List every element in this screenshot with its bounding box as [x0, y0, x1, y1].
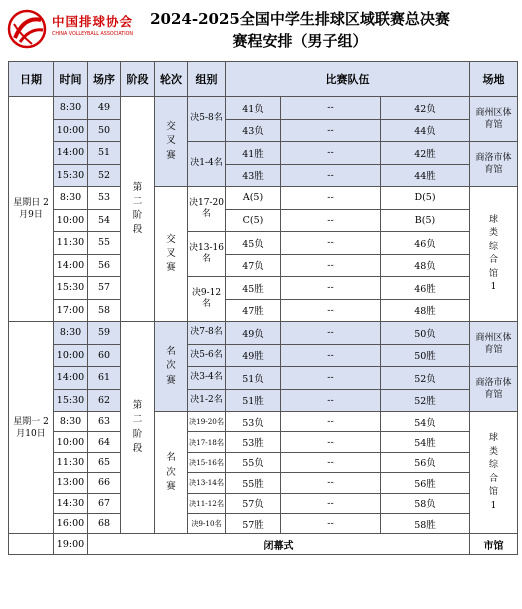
header-time: 时间: [54, 62, 88, 97]
stage-cell: [121, 322, 155, 534]
match-no-cell: 66: [88, 473, 121, 493]
separator: --: [281, 322, 381, 345]
separator: --: [281, 187, 381, 210]
separator: --: [281, 164, 381, 187]
team-a: C(5): [226, 209, 281, 232]
match-no-cell: 56: [88, 254, 121, 277]
table-row: [9, 452, 518, 472]
time-cell: 15:30: [54, 389, 88, 412]
separator: --: [281, 209, 381, 232]
team-a: 51胜: [226, 389, 281, 412]
venue-label: 商洛市体育馆: [475, 152, 512, 175]
table-row: [9, 473, 518, 493]
team-a: 47胜: [226, 299, 281, 322]
table-row: [9, 119, 518, 142]
table-row: [9, 164, 518, 187]
match-no-cell: 67: [88, 493, 121, 513]
team-a: 55负: [226, 452, 281, 472]
team-a: 53胜: [226, 432, 281, 452]
separator: --: [281, 432, 381, 452]
team-b: 58胜: [381, 513, 470, 533]
team-a: 41负: [226, 97, 281, 120]
stage-cell: [121, 97, 155, 322]
team-b: 42胜: [381, 142, 470, 165]
table-row: [9, 389, 518, 412]
separator: --: [281, 473, 381, 493]
team-b: 54负: [381, 412, 470, 432]
team-a: 43负: [226, 119, 281, 142]
association-logo: [6, 8, 154, 50]
page-title: 2024-2025全国中学生排球区域联赛总决赛: [150, 10, 450, 28]
group-cell: 决13-14名: [188, 473, 226, 493]
time-cell: 8:30: [54, 322, 88, 345]
separator: --: [281, 119, 381, 142]
time-cell: 8:30: [54, 187, 88, 210]
team-a: 51负: [226, 367, 281, 390]
separator: --: [281, 97, 381, 120]
round-type-label: 交叉赛: [166, 121, 176, 161]
table-row: [9, 493, 518, 513]
time-cell: 14:00: [54, 367, 88, 390]
team-b: B(5): [381, 209, 470, 232]
date-cell: 星期日 2月9日: [9, 97, 54, 322]
team-b: 44负: [381, 119, 470, 142]
round-type-cell: [155, 187, 188, 322]
group-cell: 决9-10名: [188, 513, 226, 533]
venue-label: 商州区体育馆: [475, 332, 512, 355]
match-no-cell: 59: [88, 322, 121, 345]
header-match-no: 场序: [88, 62, 121, 97]
team-b: 44胜: [381, 164, 470, 187]
venue-cell: [470, 367, 518, 412]
time-cell: 10:00: [54, 432, 88, 452]
page-subtitle: 赛程安排（男子组）: [232, 32, 368, 50]
team-a: 55胜: [226, 473, 281, 493]
match-no-cell: 53: [88, 187, 121, 210]
separator: --: [281, 344, 381, 367]
round-type-label: 名次赛: [166, 452, 176, 492]
group-cell: 决13-16名: [188, 232, 226, 277]
match-no-cell: 68: [88, 513, 121, 533]
team-b: 46负: [381, 232, 470, 255]
header-round: 轮次: [155, 62, 188, 97]
match-no-cell: 54: [88, 209, 121, 232]
header-date: 日期: [9, 62, 54, 97]
group-cell: 决1-4名: [188, 142, 226, 187]
team-b: 48负: [381, 254, 470, 277]
match-no-cell: 52: [88, 164, 121, 187]
match-no-cell: 50: [88, 119, 121, 142]
team-a: A(5): [226, 187, 281, 210]
match-no-cell: 58: [88, 299, 121, 322]
table-row: [9, 142, 518, 165]
team-b: 50胜: [381, 344, 470, 367]
team-b: 42负: [381, 97, 470, 120]
group-cell: 决3-4名: [188, 367, 226, 390]
team-a: 45胜: [226, 277, 281, 300]
time-cell: 19:00: [54, 534, 88, 554]
table-row: [9, 187, 518, 210]
time-cell: 10:00: [54, 209, 88, 232]
separator: --: [281, 142, 381, 165]
team-a: 45负: [226, 232, 281, 255]
separator: --: [281, 254, 381, 277]
team-a: 57负: [226, 493, 281, 513]
match-no-cell: 65: [88, 452, 121, 472]
team-a: 47负: [226, 254, 281, 277]
table-row: [9, 367, 518, 390]
header-stage: 阶段: [121, 62, 155, 97]
group-cell: 决1-2名: [188, 389, 226, 412]
table-row: [9, 432, 518, 452]
venue-label: 商州区体育馆: [475, 107, 512, 130]
team-a: 57胜: [226, 513, 281, 533]
venue-cell: [470, 322, 518, 367]
group-cell: 决9-12名: [188, 277, 226, 322]
separator: --: [281, 277, 381, 300]
match-no-cell: 57: [88, 277, 121, 300]
venue-cell: 市馆: [470, 534, 518, 554]
table-row: [9, 412, 518, 432]
team-b: 50负: [381, 322, 470, 345]
match-no-cell: 60: [88, 344, 121, 367]
venue-cell: [470, 142, 518, 187]
match-no-cell: 51: [88, 142, 121, 165]
match-no-cell: 49: [88, 97, 121, 120]
group-cell: 决19-20名: [188, 412, 226, 432]
separator: --: [281, 367, 381, 390]
volleyball-logo-icon: [6, 8, 48, 50]
table-row: [9, 299, 518, 322]
venue-label: 商洛市体育馆: [475, 377, 512, 400]
match-no-cell: 55: [88, 232, 121, 255]
team-b: 58负: [381, 493, 470, 513]
round-type-label: 名次赛: [166, 346, 176, 386]
time-cell: 10:00: [54, 344, 88, 367]
team-b: 54胜: [381, 432, 470, 452]
team-a: 53负: [226, 412, 281, 432]
time-cell: 17:00: [54, 299, 88, 322]
time-cell: 8:30: [54, 97, 88, 120]
time-cell: 15:30: [54, 277, 88, 300]
team-b: D(5): [381, 187, 470, 210]
header-venue: 场地: [470, 62, 518, 97]
venue-cell: [470, 187, 518, 322]
group-cell: 决7-8名: [188, 322, 226, 345]
team-b: 56胜: [381, 473, 470, 493]
group-cell: 决17-18名: [188, 432, 226, 452]
logo-text: 中国排球协会: [52, 14, 134, 29]
round-type-label: 交叉赛: [166, 233, 176, 274]
table-row: [9, 513, 518, 533]
stage-label: 第二阶段: [132, 181, 143, 236]
stage-label: 第二阶段: [132, 400, 143, 454]
match-no-cell: 63: [88, 412, 121, 432]
time-cell: 14:30: [54, 493, 88, 513]
header-group: 组别: [188, 62, 226, 97]
team-a: 43胜: [226, 164, 281, 187]
round-type-cell: [155, 412, 188, 534]
separator: --: [281, 513, 381, 533]
separator: --: [281, 232, 381, 255]
separator: --: [281, 452, 381, 472]
closing-row: [9, 534, 518, 554]
match-no-cell: 62: [88, 389, 121, 412]
time-cell: 11:30: [54, 452, 88, 472]
table-row: [9, 277, 518, 300]
table-row: [9, 254, 518, 277]
time-cell: 10:00: [54, 119, 88, 142]
time-cell: 11:30: [54, 232, 88, 255]
group-cell: 决17-20名: [188, 187, 226, 232]
table-row: [9, 209, 518, 232]
venue-label: 球类综合馆1: [488, 433, 498, 511]
team-a: 49负: [226, 322, 281, 345]
team-b: 56负: [381, 452, 470, 472]
page-header: [0, 0, 522, 60]
separator: --: [281, 389, 381, 412]
table-row: [9, 322, 518, 345]
time-cell: 13:00: [54, 473, 88, 493]
date-cell-empty: [9, 534, 54, 554]
group-cell: 决5-6名: [188, 344, 226, 367]
separator: --: [281, 299, 381, 322]
time-cell: 15:30: [54, 164, 88, 187]
team-a: 49胜: [226, 344, 281, 367]
date-cell: 星期一 2月10日: [9, 322, 54, 534]
schedule-table: [8, 61, 518, 555]
logo-english-text: CHINA VOLLEYBALL ASSOCIATION: [52, 32, 134, 37]
group-cell: 决5-8名: [188, 97, 226, 142]
time-cell: 14:00: [54, 254, 88, 277]
group-cell: 决11-12名: [188, 493, 226, 513]
table-row: [9, 232, 518, 255]
venue-cell: [470, 97, 518, 142]
round-type-cell: [155, 97, 188, 187]
table-header-row: [9, 62, 518, 97]
round-type-cell: [155, 322, 188, 412]
table-row: [9, 97, 518, 120]
team-b: 52胜: [381, 389, 470, 412]
team-b: 52负: [381, 367, 470, 390]
team-b: 48胜: [381, 299, 470, 322]
separator: --: [281, 493, 381, 513]
group-cell: 决15-16名: [188, 452, 226, 472]
team-a: 41胜: [226, 142, 281, 165]
match-no-cell: 64: [88, 432, 121, 452]
match-no-cell: 61: [88, 367, 121, 390]
time-cell: 8:30: [54, 412, 88, 432]
venue-label: 球类综合馆1: [488, 214, 498, 292]
table-row: [9, 344, 518, 367]
header-teams: 比赛队伍: [226, 62, 470, 97]
time-cell: 14:00: [54, 142, 88, 165]
separator: --: [281, 412, 381, 432]
time-cell: 16:00: [54, 513, 88, 533]
venue-cell: [470, 412, 518, 534]
team-b: 46胜: [381, 277, 470, 300]
closing-ceremony-cell: 闭幕式: [88, 534, 470, 554]
